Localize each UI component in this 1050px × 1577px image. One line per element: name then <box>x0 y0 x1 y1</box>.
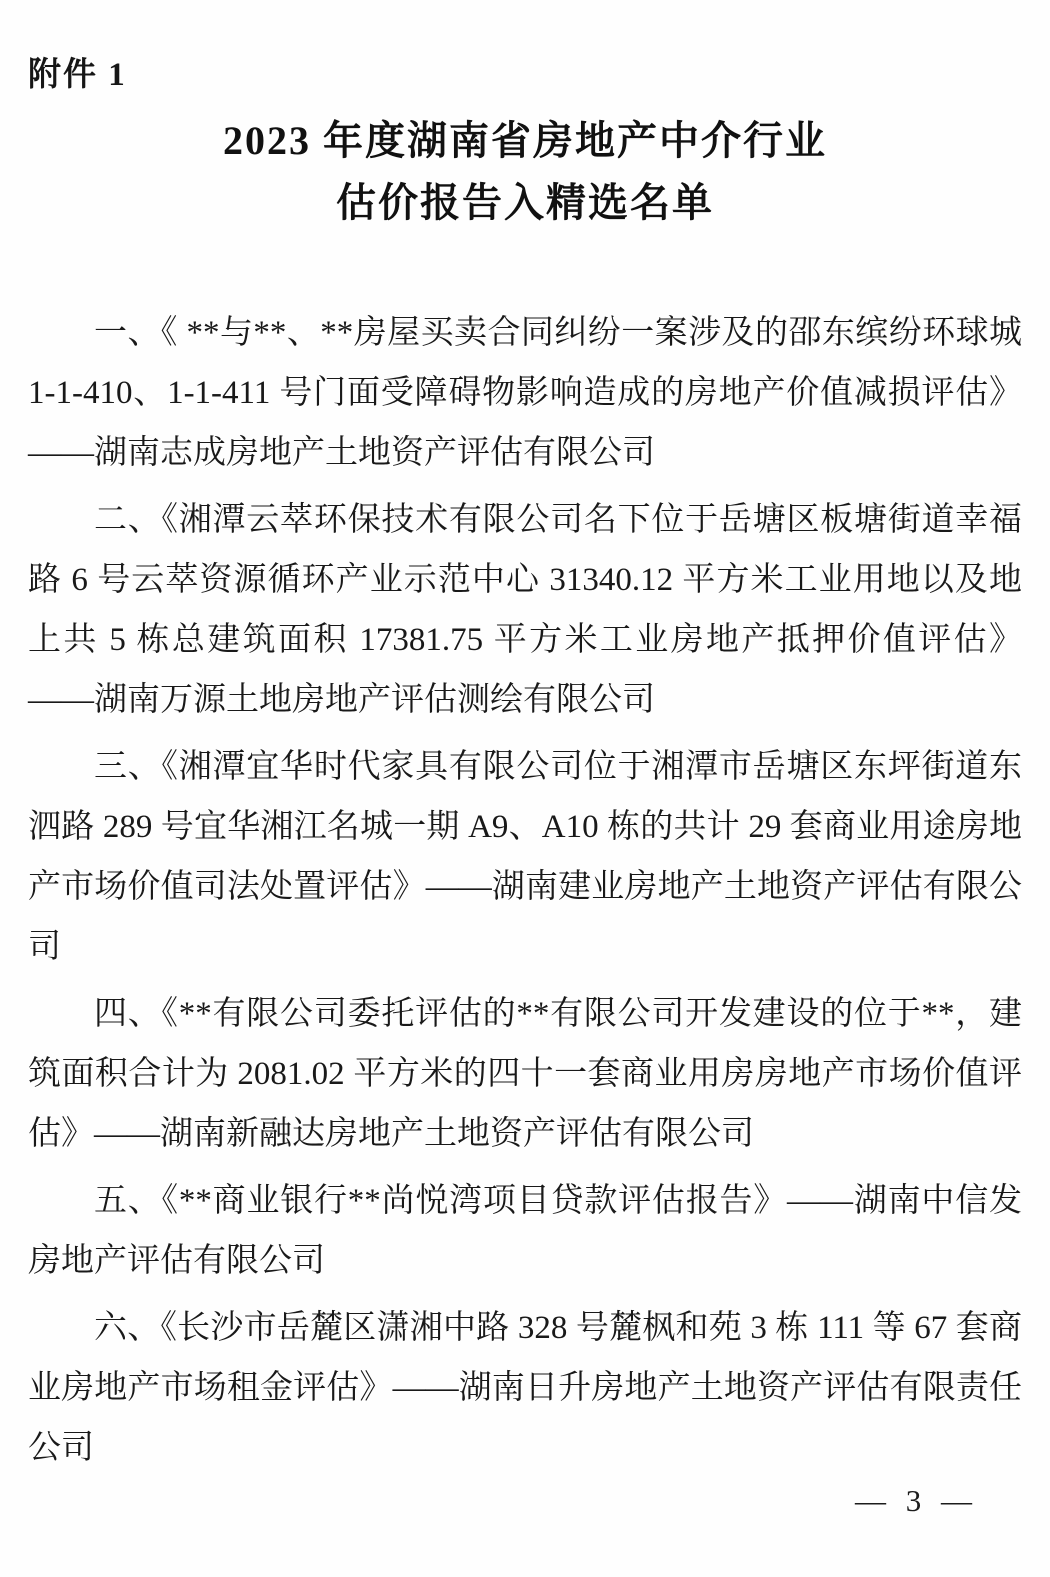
document-title-line-1: 2023 年度湖南省房地产中介行业 <box>223 118 827 163</box>
list-item-5: 五、《**商业银行**尚悦湾项目贷款评估报告》——湖南中信发房地产评估有限公司 <box>28 1183 1022 1279</box>
document-title <box>0 110 1050 234</box>
list-item-1: 一、《 **与**、**房屋买卖合同纠纷一案涉及的邵东缤纷环球城 1-1-410、1-1-411 号门面受障碍物影响造成的房地产价值减损评估》——湖南志成房地产土地资产评估有限公司 <box>28 315 1022 471</box>
page-number: — 3 — <box>855 1483 978 1518</box>
document-body <box>28 303 1022 1485</box>
attachment-label: 附件 1 <box>28 57 127 93</box>
list-item-3: 三、《湘潭宜华时代家具有限公司位于湘潭市岳塘区东坪街道东泗路 289 号宜华湘江名城一期 A9、A10 栋的共计 29 套商业用途房地产市场价值司法处置评估》——湖南建业房地产土地资产评估有限公司 <box>28 749 1022 965</box>
list-item-6: 六、《长沙市岳麓区潇湘中路 328 号麓枫和苑 3 栋 111 等 67 套商业房地产市场租金评估》——湖南日升房地产土地资产评估有限责任公司 <box>28 1310 1022 1466</box>
list-item-2: 二、《湘潭云萃环保技术有限公司名下位于岳塘区板塘街道幸福路 6 号云萃资源循环产业示范中心 31340.12 平方米工业用地以及地上共 5 栋总建筑面积 17381.75 平方米工业房地产抵押价值评估》——湖南万源土地房地产评估测绘有限公司 <box>28 502 1022 718</box>
document-title-line-2: 估价报告入精选名单 <box>336 180 714 225</box>
list-item-4: 四、《**有限公司委托评估的**有限公司开发建设的位于**，建筑面积合计为 2081.02 平方米的四十一套商业用房房地产市场价值评估》——湖南新融达房地产土地资产评估有限公司 <box>28 996 1022 1152</box>
